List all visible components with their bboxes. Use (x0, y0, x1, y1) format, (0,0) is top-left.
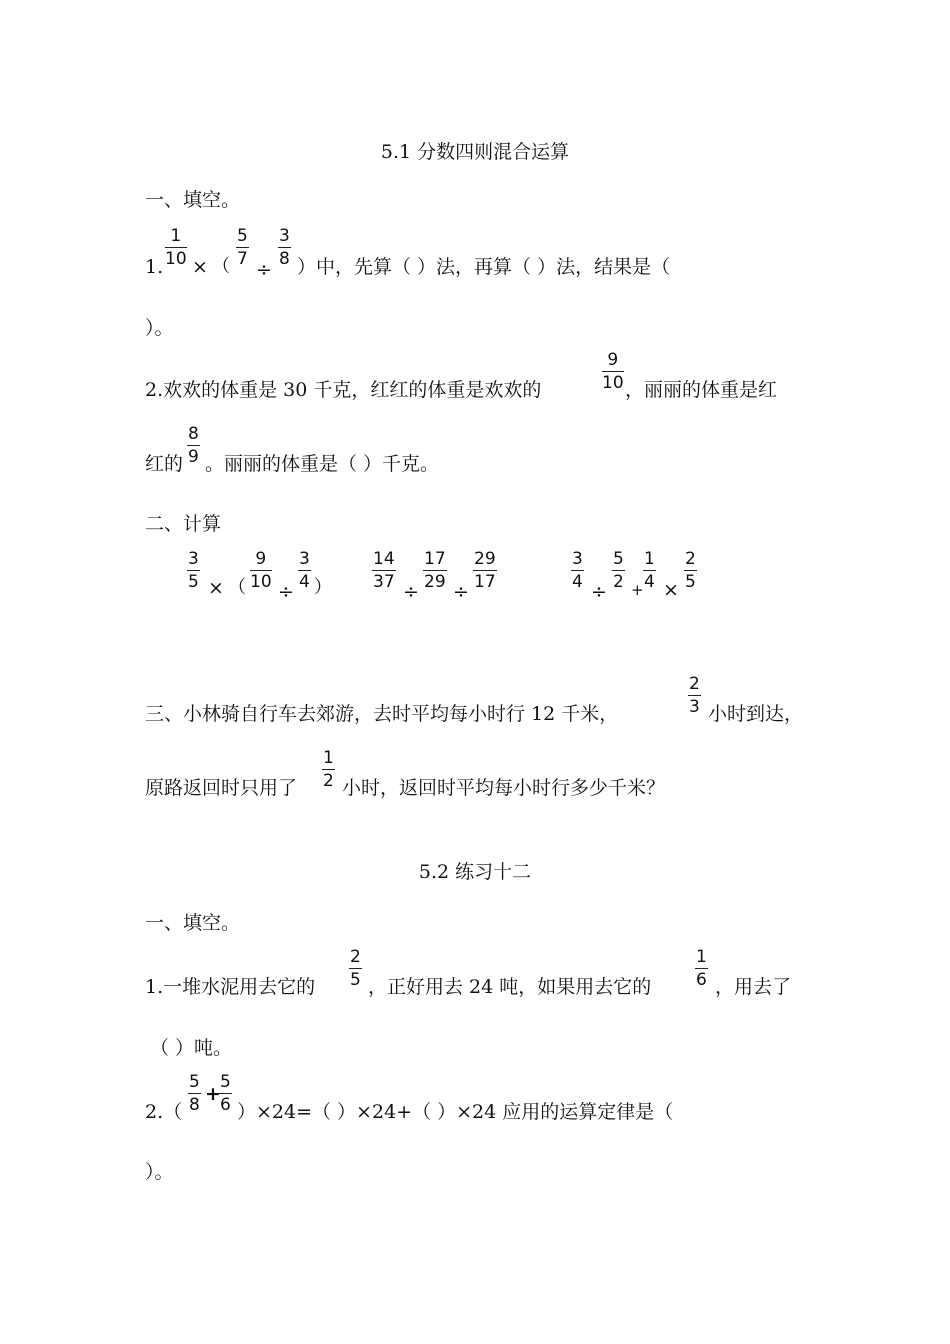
question-text-cont: ）。 (145, 317, 174, 339)
s2-question-1-cont: （ ）吨。 (150, 1037, 233, 1059)
calc3-divide-sign: ÷ (591, 581, 607, 603)
s2-question-1-text-c: ，用去了 (715, 976, 792, 998)
calc2-fraction-29-17: 29 17 (474, 549, 496, 592)
divide-sign: ÷ (256, 259, 272, 281)
calc1-fraction-9-10: 9 10 (250, 549, 272, 592)
word-problem-text: 三、小林骑自行车去郊游，去时平均每小时行 12 千米， (145, 703, 619, 725)
fraction-3-8: 3 8 (279, 226, 290, 269)
fraction-1-6: 1 6 (696, 947, 707, 990)
calc2-fraction-17-29: 17 29 (424, 549, 446, 592)
fraction-5-8: 5 8 (189, 1072, 200, 1115)
s2-question-1-text: 1.一堆水泥用去它的 (145, 976, 316, 998)
s2-plus-sign: + (205, 1083, 221, 1105)
calc1-divide-sign: ÷ (278, 581, 294, 603)
calc2-divide-sign-2: ÷ (453, 581, 469, 603)
part-heading-fill-blank: 一、填空。 (145, 189, 241, 211)
section-title-5-1: 5.1 分数四则混合运算 (380, 141, 570, 163)
calc3-fraction-2-5: 2 5 (685, 549, 696, 592)
fraction-5-7: 5 7 (237, 226, 248, 269)
calc1-left-paren: （ (228, 577, 246, 598)
calc1-right-paren: ） (314, 577, 332, 598)
fraction-2-3: 2 3 (689, 674, 700, 717)
calc3-plus-sign: + (631, 581, 644, 599)
calc3-fraction-5-2: 5 2 (613, 549, 624, 592)
fraction-5-6: 5 6 (220, 1072, 231, 1115)
question-2-text-c: 红的 (145, 453, 184, 475)
fraction-1-10: 1 10 (165, 226, 187, 269)
question-text: ）中，先算（ ）法，再算（ ）法，结果是（ (297, 256, 671, 278)
question-2-text-b: ，丽丽的体重是红 (625, 379, 778, 401)
s2-question-2-start: 2.（ (145, 1101, 183, 1123)
calc1-fraction-3-5: 3 5 (188, 549, 199, 592)
calc3-times-sign: × (663, 579, 679, 601)
calc1-times-sign: × (208, 577, 224, 599)
calc1-fraction-3-4: 3 4 (299, 549, 310, 592)
fraction-8-9: 8 9 (188, 424, 199, 467)
fraction-1-2: 1 2 (323, 748, 334, 791)
section-title-5-2: 5.2 练习十二 (418, 861, 532, 883)
question-number: 1. (145, 256, 164, 278)
left-paren: （ (212, 256, 230, 277)
question-2-text-d: 。丽丽的体重是（ ）千克。 (205, 453, 440, 475)
word-problem-text-b: 小时到达， (708, 703, 804, 725)
calc2-divide-sign-1: ÷ (403, 581, 419, 603)
calc2-fraction-14-37: 14 37 (373, 549, 395, 592)
s2-question-2-cont: ）。 (145, 1161, 174, 1183)
part-heading-fill-blank-2: 一、填空。 (145, 912, 241, 934)
question-2-text: 2.欢欢的体重是 30 千克，红红的体重是欢欢的 (145, 379, 542, 401)
times-sign: × (192, 256, 208, 278)
word-problem-text-c: 原路返回时只用了 (145, 777, 298, 799)
fraction-2-5: 2 5 (350, 947, 361, 990)
fraction-9-10: 9 10 (602, 350, 624, 393)
word-problem-text-d: 小时，返回时平均每小时行多少千米？ (342, 777, 666, 799)
part-heading-calculate: 二、计算 (145, 513, 222, 535)
s2-question-2-text: ）×24=（ ）×24+（ ）×24 应用的运算定律是（ (237, 1101, 674, 1123)
s2-question-1-text-b: ，正好用去 24 吨，如果用去它的 (368, 976, 652, 998)
calc3-fraction-3-4: 3 4 (572, 549, 583, 592)
calc3-fraction-1-4: 1 4 (644, 549, 655, 592)
